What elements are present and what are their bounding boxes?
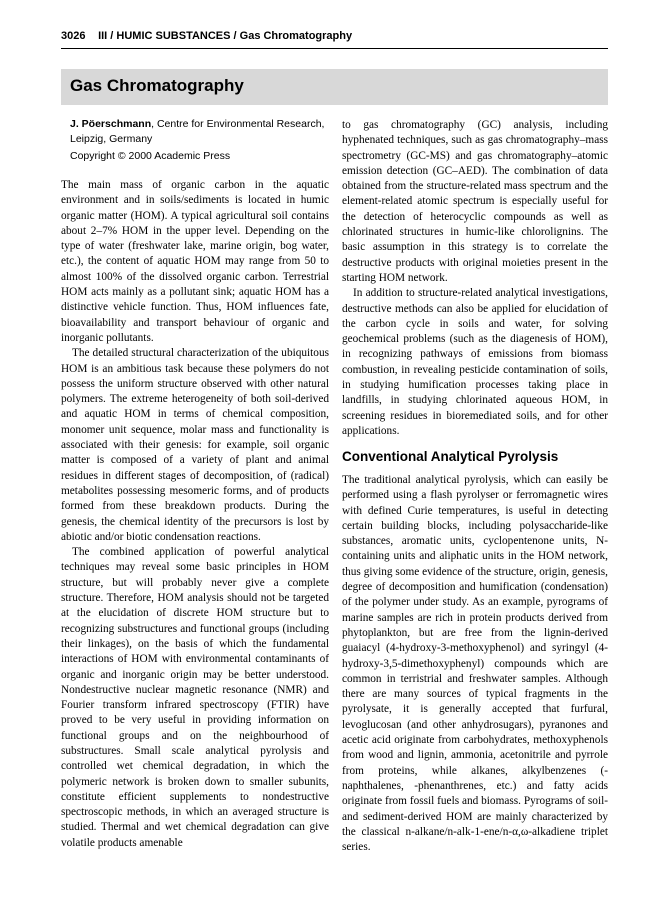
- paragraph-applications: In addition to structure-related analytical investigations, destructive methods can also be applied for elucidation of the carbon cycle in soils and water, for solving geochemical problems (such as the diagenesis of HOM), in recognizing pathways of emissions from biomass combustion, in revealing pesticide contamination of soils, in studying humification processes taking place in landfills, in studying chlorinated aqueous HOM, in screening residues in bioremediated soils, and for other applications.: [342, 287, 608, 437]
- running-header: [61, 30, 352, 42]
- copyright-line: Copyright © 2000 Academic Press: [70, 150, 231, 162]
- right-column-bottom: [342, 473, 608, 855]
- paragraph-characterization: The detailed structural characterization of the ubiquitous HOM is an ambitious task because these polymers do not possess the uniform structure observed with other natural polymers. The extreme heterogeneity of both soil-derived and aquatic HOM in terms of chemical composition, monomer unit sequence, molar mass and functionality is associated with their genesis: for example, soil organic matter is composed of a variety of plant and animal residues in different stages of decomposition, of (radical) metabolites possessing mesomeric forms, and of products formed from these breakdown products. During the genesis, the chemical identity of the precursors is lost by abiotic and/or biotic condensation reactions.: [61, 347, 329, 543]
- section-heading: Conventional Analytical Pyrolysis: [342, 449, 559, 464]
- paragraph-gc-analysis: to gas chromatography (GC) analysis, including hyphenated techniques, such as gas chromatography–mass spectrometry (GC-MS) and gas chromatography–atomic emission detection (GC–AED). The combination of data obtained from the structure-related mass spectrum and the element-related atomic spectrum is especially useful for the detection of heterocyclic compounds as well as chlorinated structures in humic-like chlorolignins. The basic assumption in this strategy is to correlate the destructive products with original moieties present in the starting HOM network.: [342, 119, 608, 284]
- author-affiliation: , Centre for Environmental Research, Leipzig, Germany: [70, 118, 325, 145]
- running-title: III / HUMIC SUBSTANCES / Gas Chromatography: [98, 30, 353, 42]
- paragraph-pyrolysis: The traditional analytical pyrolysis, which can easily be performed using a flash pyrolyser or ferromagnetic wires with defined Curie temperatures, is useful in detecting certain building blocks, including polysaccharide-like substances, aromatic units, cyclopentenone units, N-containing units and aliphatic units in the HOM network, thus giving some evidence of the structure, origin, genesis, degree of decomposition and humification (condensation) of the polymer under study. As an example, pyrograms of marine samples are rich in protein products derived from phytoplankton, but are free from the lignin-derived guaiacyl (4-hydroxy-3-methoxyphenol) and syringyl (4-hydroxy-3,5-dimethoxyphenyl) compounds which are common in terristrial and freshwater samples. Although there are many sources of typical fragments in the pyrolysate, it is generally accepted that furfural, levoglucosan (and other anhydrosugars), pyranones and acetic acid originate from carbohydrates, methoxyphenols from wood and lignin, ammonia, acetonitrile and pyrrole from proteins, while alkanes, alkylbenzenes (-naphthalenes, -phenanthrenes, etc.) and fatty acids originate from fossil fuels and biomass. Pyrograms of soil- and sediment-derived HOM are mainly characterized by the classical n-alkane/n-alk-1-ene/n-α,ω-alkadiene triplet series.: [342, 474, 608, 854]
- left-column: [61, 178, 329, 851]
- paragraph-techniques: The combined application of powerful analytical techniques may reveal some basic principles in HOM structure, but will probably never give a complete structure. Therefore, HOM analysis should not be targeted at the elucidation of discrete HOM structure but to recognizing substructures and functional groups (including their linkages), on the basis of which the fundamental interactions of HOM with environmental contaminants of organic and inorganic origin may be better understood. Nondestructive nuclear magnetic resonance (NMR) and Fourier transform infrared spectroscopy (FTIR) have proved to be very useful in providing information on functional groups and on the neighbourhood of substructures. Small scale analytical pyrolysis and controlled wet chemical degradation, in which the polymeric network is broken down to smaller subunits, constitute efficient supplements to nondestructive spectroscopic methods, in which an averaged structure is studied. Thermal and wet chemical degradation can give volatile products amenable: [61, 546, 329, 849]
- author-block: [70, 117, 342, 146]
- paragraph-intro: The main mass of organic carbon in the aquatic environment and in soils/sediments is located in humic organic matter (HOM). A typical agricultural soil contains about 2–7% HOM in the upper level. Depending on the type of water (freshwater lake, marine origin, bog water, etc.), the content of aquatic HOM may range from 50 to almost 100% of the dissolved organic carbon. Terrestrial HOM acts mainly as a pollutant sink; aquatic HOM has a distinctive vehicle function. Thus, HOM influences fate, bioavailability and transport behaviour of organic and inorganic pollutants.: [61, 179, 329, 344]
- article-title: Gas Chromatography: [70, 76, 244, 95]
- author-name: J. Pöerschmann: [70, 118, 152, 130]
- page-number: 3026: [61, 30, 86, 42]
- header-rule: [61, 48, 608, 49]
- title-band: [61, 69, 608, 105]
- right-column-top: [342, 118, 608, 439]
